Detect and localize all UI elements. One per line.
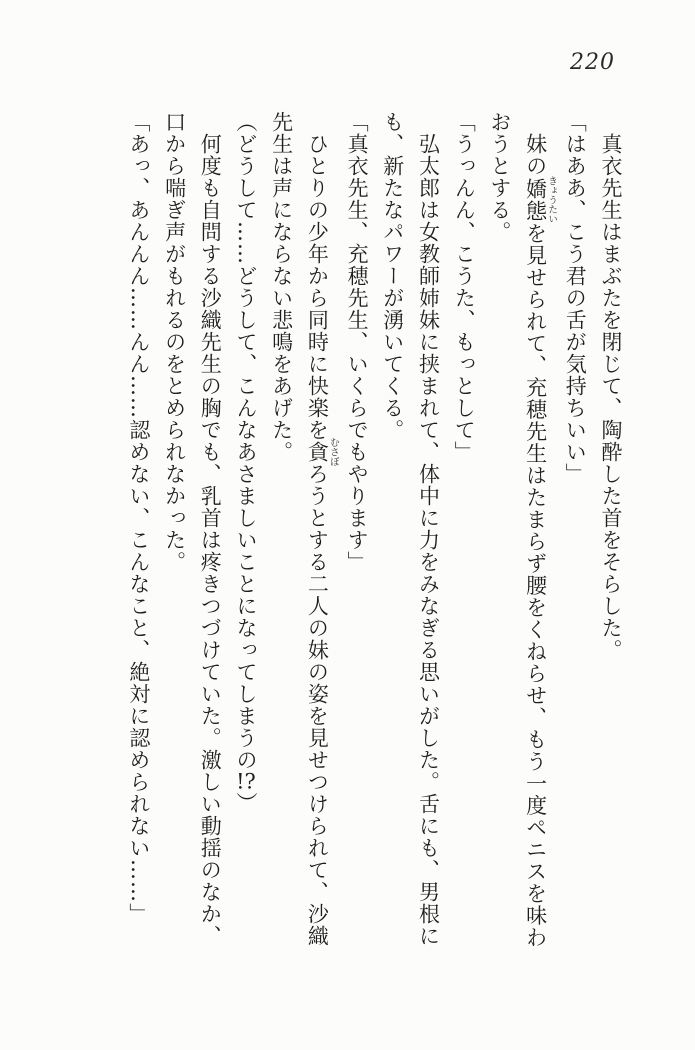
text-line: も、新たなパワーが湧いてくる。 xyxy=(380,111,405,441)
page-number: 220 xyxy=(570,50,615,75)
text-line: 「真衣先生、充穂先生、いくらでもやります」 xyxy=(345,111,370,573)
text-line: 「はああ、こう君の舌が気持ちいい」 xyxy=(563,111,588,485)
text-line: おうとする。 xyxy=(487,111,512,243)
text-line: 「あっ、あんんん……んん……認めない、こんなこと、絶対に認められない……」 xyxy=(126,111,151,925)
text-line: 先生は声にならない悲鳴をあげた。 xyxy=(269,111,294,463)
text-line: 妹の嬌態きょうたいを見せられて、充穂先生はたまらず腰をくねらせ、もう一度ペニスを味わ xyxy=(523,133,558,949)
text-line: 真衣先生はまぶたを閉じて、陶酔した首をそらした。 xyxy=(599,133,623,661)
text-line: （どうして……どうして、こんなあさましいことになってしまうの!?） xyxy=(233,111,258,814)
text-line: 口から喘ぎ声がもれるのをとめられなかった。 xyxy=(162,111,187,573)
text-line: ひとりの少年から同時に快楽を貪むさぼろうとする二人の妹の姿を見せつけられて、沙織 xyxy=(305,133,339,947)
ruby-annotated-word: 貪むさぼ xyxy=(305,437,339,467)
horizontal-in-vertical-text: !? xyxy=(236,771,256,792)
text-block xyxy=(128,111,628,956)
text-line: 何度も自問する沙織先生の胸でも、乳首は疼きつづけていた。激しい動揺のなか、 xyxy=(198,133,223,947)
ruby-annotated-word: 嬌態きょうたい xyxy=(523,176,558,224)
text-line: 弘太郎は女教師姉妹に挟まれて、体中に力をみなぎる思いがした。舌にも、男根に xyxy=(416,133,441,947)
text-line: 「うっんん、こうた、もっとして」 xyxy=(452,111,477,463)
